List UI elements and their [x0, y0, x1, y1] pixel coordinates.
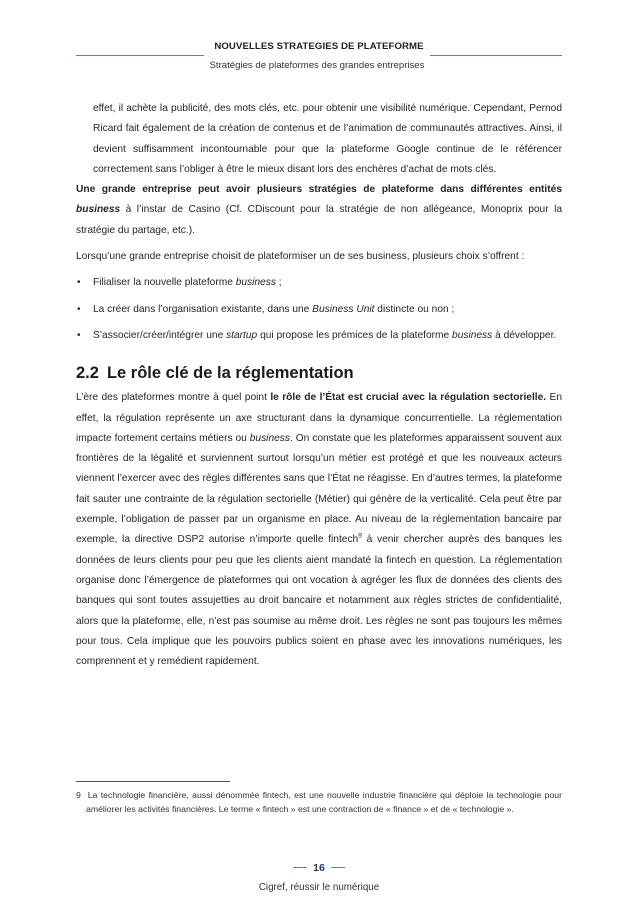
- list-item: [76, 326, 562, 346]
- regulation-text-4: à venir chercher auprès des banques les données de leurs clients pour peu que les clients aient mandaté la fintech en question. La réglementation organise donc l’émergence de plateformes qui ont vocation à agréger les flux de données des clients des banques qui sont toutes assujetties au droit bancaire et notamment aux règles strictes de confidentialité, alors que la plateforme, elle, n’est pas soumise au même droit. Les règles ne sont pas toujours les mêmes pour tous. Cela implique que les pouvoirs publics soient en phase avec les innovations numériques, les comprennent et y remédient rapidement.: [76, 534, 562, 668]
- list-item-text-end: distincte ou non ;: [374, 303, 455, 315]
- footnote-separator: [76, 781, 230, 782]
- page-number-bar: [293, 862, 345, 874]
- list-item-text: S’associer/créer/intégrer une: [93, 329, 227, 341]
- regulation-text-start: L’ère des plateformes montre à quel point: [76, 392, 271, 404]
- footer-dash-left: [293, 867, 307, 868]
- strategies-bold-text: Une grande entreprise peut avoir plusieurs stratégies de plateforme dans différentes entités: [76, 184, 562, 196]
- list-item-italic: business: [235, 277, 276, 289]
- header-rule-left: [76, 55, 204, 56]
- footnote-body: [76, 789, 562, 816]
- paragraph-choices: Lorsqu’une grande entreprise choisit de plateformiser un de ses business, plusieurs choix s’offrent :: [76, 251, 525, 263]
- footnote-number: 9: [76, 790, 81, 800]
- footnote-reference[interactable]: 9: [358, 532, 362, 540]
- header-subtitle: Stratégies de plateformes des grandes entreprises: [209, 60, 425, 71]
- paragraph-regulation: [76, 388, 562, 672]
- page-body: [76, 99, 562, 672]
- regulation-bold-text: le rôle de l’État est crucial avec la régulation sectorielle.: [270, 392, 547, 404]
- strategies-business-term: business: [76, 204, 121, 216]
- list-item: [76, 273, 562, 293]
- section-heading: [76, 362, 562, 384]
- list-item-text: Filialiser la nouvelle plateforme: [93, 277, 236, 289]
- list-item-text-end: à développer.: [492, 329, 557, 341]
- header-rule-right: [430, 55, 562, 56]
- section-title: Le rôle clé de la réglementation: [106, 364, 354, 383]
- list-item-italic-2: business: [452, 329, 493, 341]
- list-item-text: La créer dans l’organisation existante, dans une: [93, 303, 313, 315]
- footer-tagline: Cigref, réussir le numérique: [258, 881, 380, 893]
- list-item-text-end: ;: [275, 277, 282, 289]
- footnote-gap: [81, 790, 88, 800]
- list-item-italic: startup: [226, 329, 258, 341]
- section-number: 2.2: [76, 364, 99, 383]
- footnote-text: La technologie financière, aussi dénommée fintech, est une nouvelle industrie financière qui déploie la technologie pour améliorer les activités financières. Le terme « fintech » est une contraction de « finance » et de « technologie ».: [86, 790, 563, 814]
- continued-paragraph: effet, il achète la publicité, des mots clés, etc. pour obtenir une visibilité numérique. Cependant, Pernod Ricard fait également de la création de contenus et de l’animation de communautés attractives. Ainsi, il devient suffisamment incontournable pour que la plateforme Google continue de le référencer correctement sans l’obliger à être le mieux disant lors des enchères d’achat de mots clés.: [93, 103, 562, 175]
- regulation-text-3: . On constate que les plateformes apparaissent souvent aux frontières de la légalité et surviennent surtout lorsqu’un métier est protégé et que les nouveaux acteurs viennent l’exercer avec des règles différentes sans que l’État ne réagisse. En d’autres termes, la plateforme fait sauter une contrainte de la régulation sectorielle (Métier) qui génère de la verticalité. Cela peut être par exemple, l’obligation de passer par un organisme en place. Au niveau de la réglementation bancaire par exemple, la directive DSP2 autorise n’importe quelle fintech: [76, 432, 563, 546]
- regulation-italic-term: business: [249, 432, 290, 444]
- choices-list: [76, 273, 562, 346]
- strategies-rest-text: à l’instar de Casino (Cf. CDiscount pour la stratégie de non allégeance, Monoprix pour la stratégie du partage, etc.).: [76, 204, 562, 236]
- page-number: 16: [313, 861, 325, 874]
- list-item-text-mid: qui propose les prémices de la plateforme: [257, 329, 453, 341]
- footer-dash-right: [331, 867, 345, 868]
- paragraph-strategies: [76, 180, 562, 241]
- regulation-text-2: En effet, la régulation représente un axe structurant dans la dynamique concurrentielle. La réglementation impacte fortement certains métiers ou: [76, 392, 563, 444]
- page-footer: [0, 855, 638, 893]
- running-header: [76, 36, 562, 92]
- footnote: [76, 789, 562, 816]
- list-item: [76, 300, 562, 320]
- list-item-italic: Business Unit: [312, 303, 375, 315]
- header-title: NOUVELLES STRATEGIES DE PLATEFORME: [214, 41, 424, 52]
